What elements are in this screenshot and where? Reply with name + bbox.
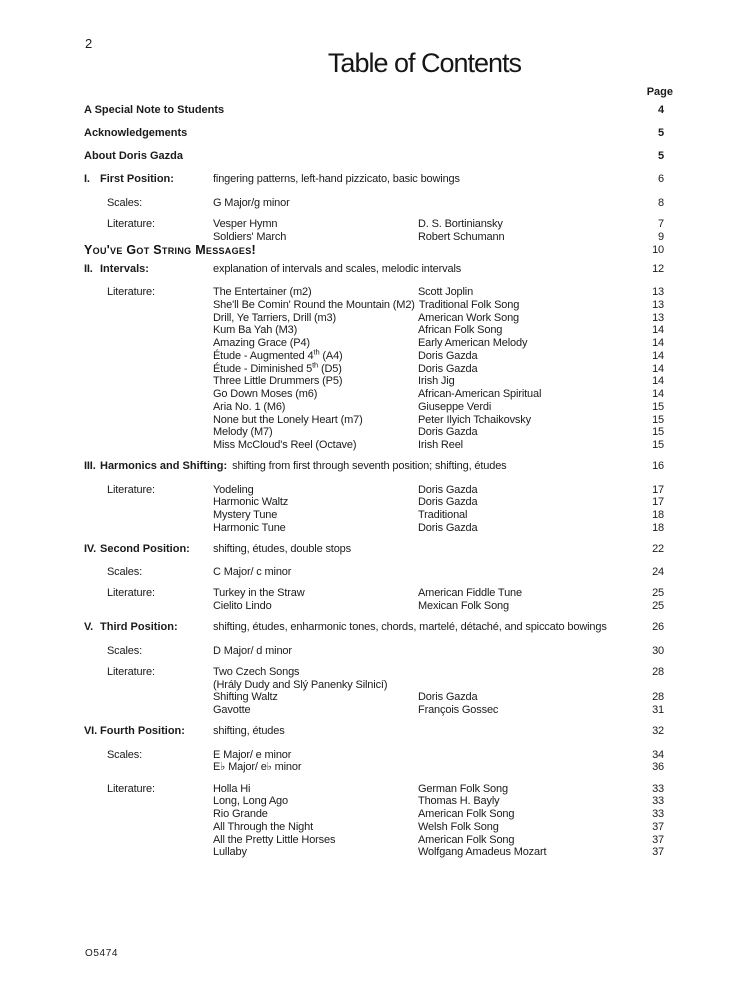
toc-page-number: 16 [652, 460, 664, 473]
toc-row-sub [84, 645, 672, 658]
toc-page-number: 15 [652, 439, 664, 452]
section-description: explanation of intervals and scales, melodic intervals [213, 263, 462, 276]
piece-line [213, 231, 672, 244]
piece-line [213, 587, 672, 600]
toc-row-sub [84, 566, 672, 579]
section-description: shifting from first through seventh position; shifting, études [232, 460, 507, 473]
toc-row-front [84, 150, 672, 163]
piece-line [213, 218, 672, 231]
piece-composer: Doris Gazda [418, 691, 478, 704]
toc-row-sub [84, 587, 672, 613]
piece-title: Mystery Tune [213, 509, 278, 522]
toc-page-number: 33 [652, 795, 664, 808]
piece-title: Kum Ba Yah (M3) [213, 324, 298, 337]
piece-line [213, 324, 672, 337]
toc-page-number: 17 [652, 496, 664, 509]
piece-line [213, 808, 672, 821]
piece-title: E♭ Major/ e♭ minor [213, 761, 302, 774]
piece-title: Vesper Hymn [213, 217, 278, 230]
toc-page-number: 37 [652, 820, 664, 833]
section-title: Second Position: [100, 543, 190, 556]
toc-page-number: 8 [658, 196, 664, 209]
sub-category-label: Literature: [107, 286, 155, 299]
piece-composer: Peter Ilyich Tchaikovsky [418, 413, 531, 426]
toc-page-number [638, 679, 672, 692]
toc-row-section [84, 263, 672, 276]
toc-page-number: 31 [652, 704, 664, 717]
toc-page-number: 15 [652, 426, 664, 439]
piece-lines [213, 587, 672, 613]
toc-row-sub [84, 218, 672, 244]
section-title: Third Position: [100, 621, 178, 634]
section-description: shifting, études, enharmonic tones, chords, martelé, détaché, and spiccato bowings [213, 621, 607, 634]
toc-page-number: 33 [652, 808, 664, 821]
piece-title: Shifting Waltz [213, 691, 278, 704]
piece-title: The Entertainer (m2) [213, 286, 312, 299]
piece-lines [213, 218, 672, 244]
toc-row-sub [84, 484, 672, 535]
piece-line [213, 679, 672, 692]
piece-composer: African-American Spiritual [418, 388, 542, 401]
piece-title: Turkey in the Straw [213, 587, 305, 600]
piece-line [213, 439, 672, 452]
toc-page-number: 13 [652, 298, 664, 311]
piece-line [213, 834, 672, 847]
piece-line [213, 645, 672, 658]
sub-category-label: Scales: [107, 196, 143, 209]
piece-composer: Irish Reel [418, 439, 463, 452]
piece-composer: Welsh Folk Song [418, 820, 499, 833]
toc-page-number: 22 [652, 543, 664, 556]
toc-page-number: 24 [652, 566, 664, 579]
piece-composer: Doris Gazda [418, 426, 478, 439]
piece-line [213, 761, 672, 774]
toc-page-number: 32 [652, 725, 664, 738]
toc-page-number: 5 [658, 150, 664, 163]
toc-page-number: 37 [652, 846, 664, 859]
toc-page-number: 13 [652, 286, 664, 299]
piece-line [213, 197, 672, 210]
toc-row-front [84, 104, 672, 117]
piece-composer: Scott Joplin [418, 286, 474, 299]
piece-composer: American Fiddle Tune [418, 587, 522, 600]
piece-line [213, 566, 672, 579]
section-numeral: V. [84, 621, 94, 634]
toc-row-special [84, 244, 672, 257]
toc-row-sub [84, 286, 672, 452]
sub-category-label: Literature: [107, 587, 155, 600]
piece-composer: Robert Schumann [418, 230, 505, 243]
piece-title: Harmonic Waltz [213, 496, 289, 509]
toc-entry-label: A Special Note to Students [84, 104, 225, 116]
toc-page-number: 14 [652, 337, 664, 350]
ordinal-superscript: th [313, 347, 320, 357]
section-title: First Position: [100, 173, 174, 186]
piece-lines [213, 645, 672, 658]
section-numeral: III. [84, 460, 96, 473]
piece-composer: African Folk Song [418, 324, 503, 337]
piece-line [213, 795, 672, 808]
toc-row-front [84, 127, 672, 140]
toc-page-number: 36 [652, 761, 664, 774]
toc-page-number: 34 [652, 748, 664, 761]
piece-title: Miss McCloud's Reel (Octave) [213, 439, 357, 452]
toc-page-number: 9 [658, 230, 664, 243]
piece-title: Holla Hi [213, 782, 251, 795]
toc-page-number: 26 [652, 621, 664, 634]
toc-page-number: 25 [652, 600, 664, 613]
piece-composer [418, 666, 638, 679]
toc-entry-label: About Doris Gazda [84, 150, 184, 163]
piece-composer: Doris Gazda [418, 349, 478, 362]
piece-composer [418, 197, 638, 210]
piece-line [213, 522, 672, 535]
section-title: Fourth Position: [100, 725, 185, 738]
toc-page-number: 5 [658, 127, 664, 140]
piece-line [213, 299, 672, 312]
toc-page-number: 18 [652, 521, 664, 534]
piece-title: Soldiers' March [213, 230, 287, 243]
piece-title: None but the Lonely Heart (m7) [213, 413, 363, 426]
piece-title: Long, Long Ago [213, 795, 288, 808]
toc-page-number: 14 [652, 362, 664, 375]
piece-title: G Major/g minor [213, 196, 290, 209]
piece-line [213, 821, 672, 834]
toc-page-number: 14 [652, 375, 664, 388]
piece-composer: D. S. Bortiniansky [418, 217, 503, 230]
piece-line [213, 401, 672, 414]
piece-line [213, 484, 672, 497]
piece-line [213, 600, 672, 613]
piece-composer: Traditional [418, 509, 468, 522]
piece-composer: American Work Song [418, 311, 520, 324]
piece-composer [418, 761, 638, 774]
section-description: fingering patterns, left-hand pizzicato, basic bowings [213, 173, 460, 186]
piece-title: Cielito Lindo [213, 600, 272, 613]
page-column-header: Page [646, 86, 673, 98]
piece-line [213, 666, 672, 679]
toc-page-number: 4 [658, 104, 664, 116]
toc-page-number: 6 [658, 173, 664, 186]
piece-composer [418, 645, 638, 658]
page-title: Table of Contents [327, 48, 522, 78]
toc-page-number: 15 [652, 413, 664, 426]
piece-line [213, 375, 672, 388]
piece-composer: François Gossec [418, 704, 499, 717]
sub-category-label: Scales: [107, 644, 143, 657]
piece-title: C Major/ c minor [213, 566, 292, 579]
toc-page-number: 14 [652, 324, 664, 337]
toc-row-section [84, 460, 672, 473]
piece-line [213, 312, 672, 325]
toc-page-number: 15 [652, 400, 664, 413]
toc-page-number: 14 [652, 388, 664, 401]
piece-title: Aria No. 1 (M6) [213, 400, 286, 413]
piece-title: Melody (M7) [213, 426, 273, 439]
piece-composer [418, 679, 638, 692]
piece-title: Yodeling [213, 483, 254, 496]
book-page-number: 2 [85, 36, 93, 51]
piece-title: All Through the Night [213, 820, 313, 833]
toc-page-number: 30 [652, 644, 664, 657]
toc-page-number: 14 [652, 349, 664, 362]
toc-page-number: 28 [652, 691, 664, 704]
piece-line [213, 783, 672, 796]
piece-composer: Doris Gazda [418, 483, 478, 496]
toc-row-section [84, 173, 672, 186]
toc-row-section [84, 621, 672, 634]
piece-title: Harmonic Tune [213, 521, 286, 534]
sub-category-label: Scales: [107, 748, 143, 761]
section-numeral: II. [84, 263, 93, 276]
section-description: shifting, études, double stops [213, 543, 351, 556]
piece-composer: German Folk Song [418, 782, 508, 795]
ordinal-superscript: th [312, 360, 319, 370]
piece-composer: Doris Gazda [418, 521, 478, 534]
piece-line [213, 509, 672, 522]
piece-line [213, 360, 672, 376]
section-numeral: I. [84, 173, 90, 186]
section-description: shifting, études [213, 725, 285, 738]
piece-title: Rio Grande [213, 808, 268, 821]
piece-title: D Major/ d minor [213, 644, 292, 657]
piece-lines [213, 286, 672, 452]
toc-page-number: 28 [652, 665, 664, 678]
toc-row-sub [84, 197, 672, 210]
toc-row-sub [84, 749, 672, 775]
piece-composer: Thomas H. Bayly [418, 795, 500, 808]
piece-title: (Hrály Dudy and Slý Panenky Silnicí) [213, 678, 388, 691]
piece-composer: Giuseppe Verdi [418, 400, 492, 413]
toc-page-number: 33 [652, 782, 664, 795]
piece-composer: American Folk Song [418, 808, 515, 821]
piece-composer [418, 566, 638, 579]
piece-composer: Early American Melody [418, 337, 528, 350]
piece-line [213, 704, 672, 717]
piece-composer: Doris Gazda [418, 362, 478, 375]
catalog-number: O5474 [85, 948, 119, 959]
section-numeral: IV. [84, 543, 96, 556]
toc-page-number: 13 [652, 311, 664, 324]
sub-category-label: Literature: [107, 782, 155, 795]
piece-composer: Doris Gazda [418, 496, 478, 509]
piece-title: Drill, Ye Tarriers, Drill (m3) [213, 311, 337, 324]
piece-line [213, 496, 672, 509]
piece-lines [213, 566, 672, 579]
toc-entry-label: Acknowledgements [84, 127, 188, 140]
piece-line [213, 347, 672, 363]
toc-row-sub [84, 666, 672, 717]
piece-title: Two Czech Songs [213, 665, 300, 678]
toc-page-number: 17 [652, 483, 664, 496]
piece-title: Three Little Drummers (P5) [213, 375, 343, 388]
piece-line [213, 388, 672, 401]
toc-page-number: 12 [652, 263, 664, 276]
piece-line [213, 749, 672, 762]
piece-title: She'll Be Comin' Round the Mountain (M2) [213, 298, 415, 311]
toc-page-number: 25 [652, 587, 664, 600]
sub-category-label: Scales: [107, 566, 143, 579]
piece-lines [213, 197, 672, 210]
toc-entry-label: You've Got String Messages! [84, 242, 256, 257]
toc-page-number: 18 [652, 509, 664, 522]
piece-line [213, 426, 672, 439]
piece-title: E Major/ e minor [213, 748, 292, 761]
piece-title: All the Pretty Little Horses [213, 833, 336, 846]
piece-title: Gavotte [213, 704, 251, 717]
toc-row-section [84, 725, 672, 738]
piece-composer: Traditional Folk Song [418, 298, 520, 311]
piece-composer [418, 749, 638, 762]
sub-category-label: Literature: [107, 483, 155, 496]
section-numeral: VI. [84, 725, 97, 738]
toc-page-number: 37 [652, 833, 664, 846]
section-title: Intervals: [100, 263, 149, 276]
piece-line [213, 286, 672, 299]
piece-title: Étude - Diminished 5th (D5) [213, 360, 342, 375]
sub-category-label: Literature: [107, 217, 155, 230]
piece-composer: American Folk Song [418, 833, 515, 846]
piece-composer: Wolfgang Amadeus Mozart [418, 846, 547, 859]
piece-title: Amazing Grace (P4) [213, 337, 310, 350]
piece-lines [213, 749, 672, 775]
piece-lines [213, 484, 672, 535]
piece-title: Go Down Moses (m6) [213, 388, 318, 401]
table-of-contents [84, 104, 672, 868]
toc-row-section [84, 543, 672, 556]
toc-row-sub [84, 783, 672, 860]
piece-title: Étude - Augmented 4th (A4) [213, 347, 343, 362]
section-title: Harmonics and Shifting: [100, 460, 228, 473]
piece-composer: Mexican Folk Song [418, 600, 509, 613]
piece-title: Lullaby [213, 846, 247, 859]
piece-lines [213, 783, 672, 860]
piece-line [213, 337, 672, 350]
piece-composer: Irish Jig [418, 375, 455, 388]
piece-line [213, 846, 672, 859]
piece-line [213, 691, 672, 704]
piece-line [213, 414, 672, 427]
toc-page-number: 7 [658, 217, 664, 230]
piece-lines [213, 666, 672, 717]
toc-page-number: 10 [652, 243, 664, 256]
sub-category-label: Literature: [107, 665, 155, 678]
